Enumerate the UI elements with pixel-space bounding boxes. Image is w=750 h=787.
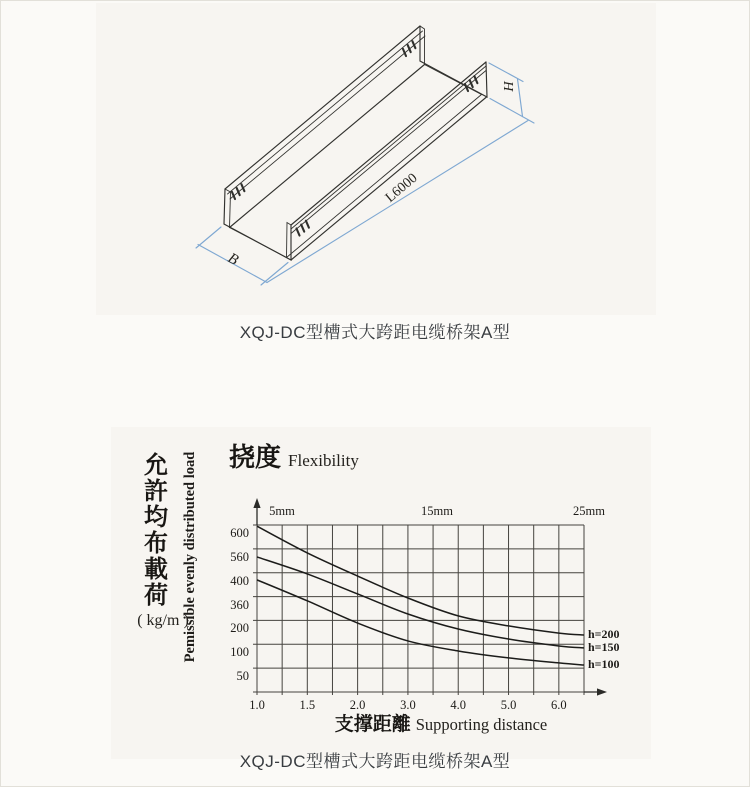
x-tick-label: 3.0 bbox=[400, 698, 416, 712]
x-axis-arrow-icon bbox=[597, 688, 607, 695]
y-axis-label-chinese bbox=[137, 453, 175, 609]
dimension-labels bbox=[225, 80, 515, 269]
x-tick-label: 5.0 bbox=[500, 698, 517, 712]
chart-title bbox=[229, 437, 359, 474]
curve-h=200 bbox=[257, 526, 584, 635]
dim-line-height bbox=[518, 79, 523, 117]
y-tick-label: 50 bbox=[236, 669, 249, 684]
dim-width-label: B bbox=[225, 250, 241, 269]
y-tick-label: 400 bbox=[230, 573, 249, 588]
y-axis-label-english: Pemissible evenly distributed load bbox=[182, 451, 198, 663]
scan-tint-drawing bbox=[96, 3, 656, 315]
flexibility-chart-plot bbox=[1, 1, 750, 787]
cable-tray-isometric-drawing bbox=[1, 1, 750, 787]
y-tick-label: 100 bbox=[230, 645, 249, 660]
curve-label: h=150 bbox=[588, 639, 620, 654]
y-label-char: 允 bbox=[144, 453, 168, 479]
dim-ext-width-right bbox=[261, 263, 288, 286]
y-label-char: 均 bbox=[144, 505, 168, 531]
y-axis-unit: ( kg/m ) bbox=[137, 612, 189, 629]
chart-title-zh: 挠度 bbox=[229, 443, 282, 472]
y-tick-label: 200 bbox=[230, 621, 249, 636]
dim-ext-length-far bbox=[490, 99, 534, 124]
x-tick-label: 6.0 bbox=[551, 698, 567, 712]
curve-h=150 bbox=[257, 557, 584, 648]
curve-h=100 bbox=[257, 580, 584, 665]
deflection-label: 5mm bbox=[269, 504, 295, 518]
dim-ext-width-left bbox=[196, 227, 221, 248]
chart-grid bbox=[257, 525, 584, 692]
y-tick-label: 560 bbox=[230, 549, 249, 564]
deflection-label: 15mm bbox=[421, 504, 453, 518]
flange-slot-marks bbox=[232, 41, 477, 235]
curve-label: h=200 bbox=[588, 626, 620, 641]
x-tick-label: 2.0 bbox=[349, 698, 366, 712]
dimension-lines bbox=[196, 63, 534, 285]
figure-caption-bottom: XQJ-DC型槽式大跨距电缆桥架A型 bbox=[239, 752, 511, 771]
x-tick-label: 1.5 bbox=[299, 698, 316, 712]
x-tick-label: 4.0 bbox=[450, 698, 467, 712]
y-tick-label: 600 bbox=[230, 526, 249, 540]
y-label-char: 荷 bbox=[144, 583, 168, 609]
y-label-char: 載 bbox=[144, 557, 168, 583]
x-axis-title-zh: 支撑距離 bbox=[334, 714, 411, 735]
dim-ext-height-top bbox=[489, 63, 523, 82]
y-label-char: 許 bbox=[144, 479, 168, 505]
x-tick-label: 1.0 bbox=[249, 698, 265, 712]
figure-caption-top: XQJ-DC型槽式大跨距电缆桥架A型 bbox=[239, 323, 511, 342]
dim-length-label: L6000 bbox=[382, 170, 421, 206]
y-tick-label: 360 bbox=[230, 597, 249, 612]
deflection-label: 25mm bbox=[573, 504, 605, 518]
y-label-char: 布 bbox=[144, 531, 168, 557]
x-axis-title-en: Supporting distance bbox=[415, 715, 548, 734]
tray-outline bbox=[224, 26, 487, 260]
dim-line-width bbox=[198, 245, 267, 283]
dim-height-label: H bbox=[500, 80, 515, 92]
axis-tick-marks bbox=[253, 525, 584, 695]
x-axis-title bbox=[279, 709, 603, 736]
dim-line-length bbox=[267, 121, 528, 283]
curve-label: h=100 bbox=[588, 657, 620, 672]
chart-title-en: Flexibility bbox=[288, 451, 359, 470]
